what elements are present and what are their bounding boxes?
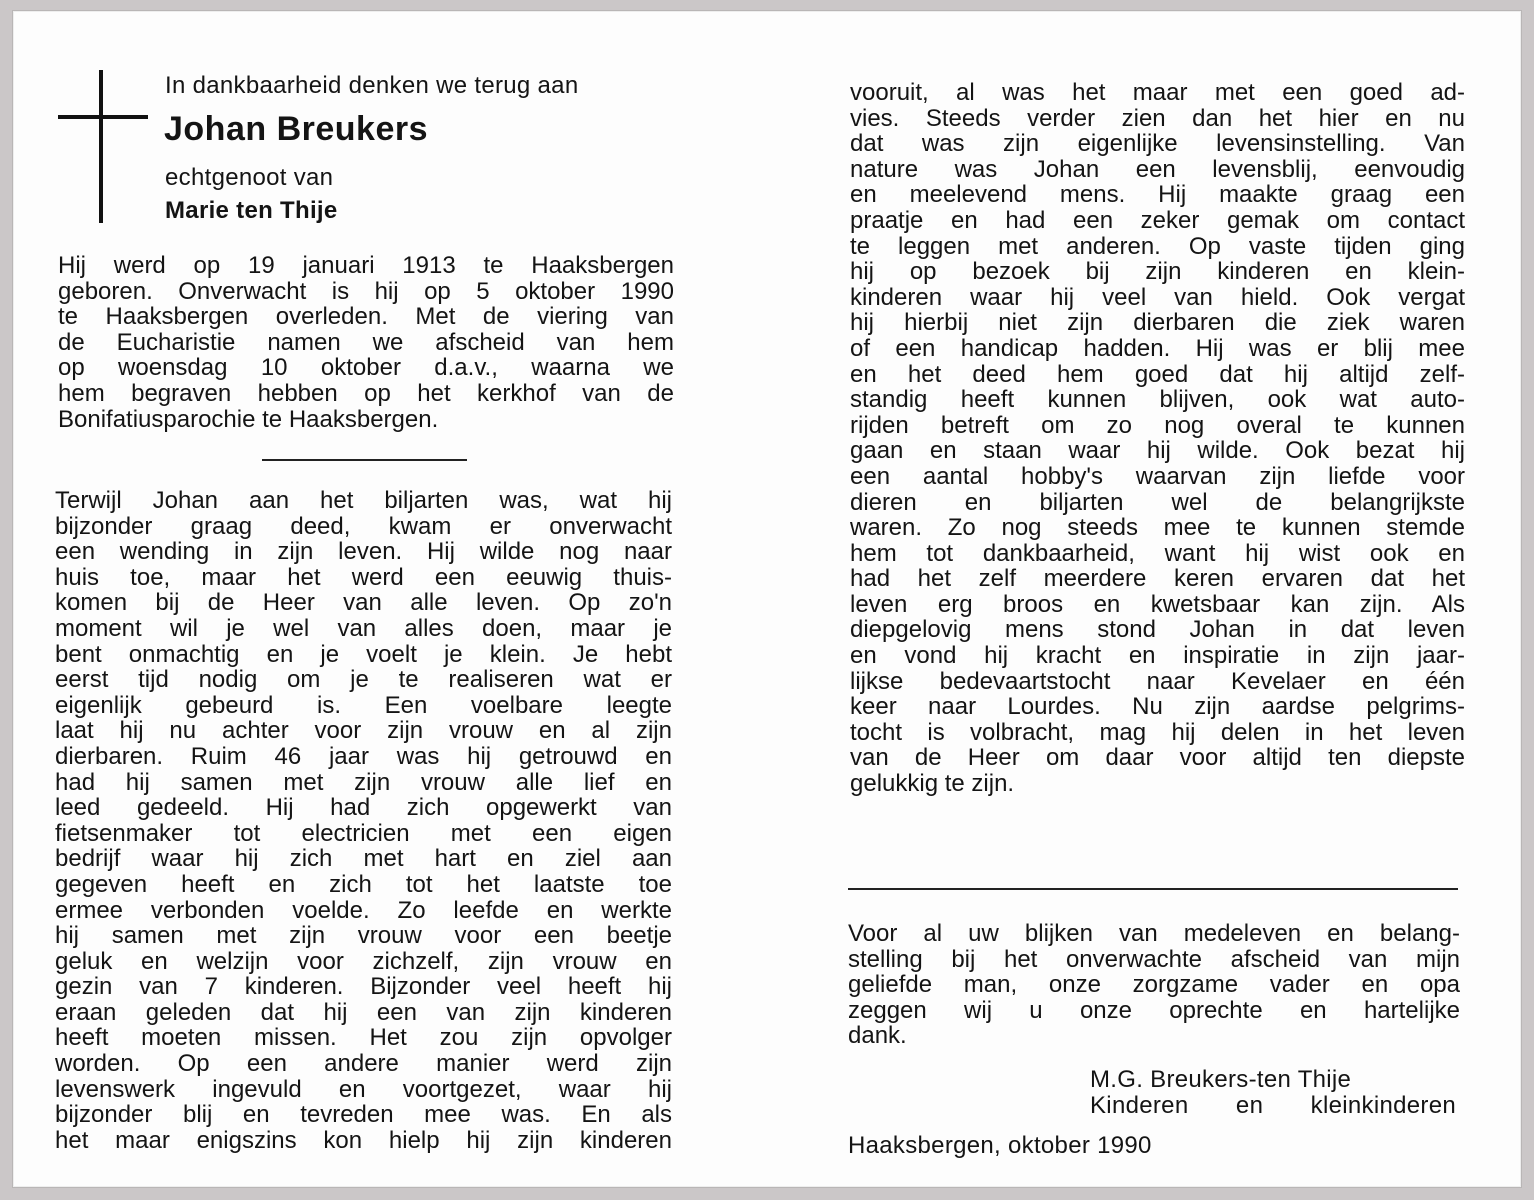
cross-icon-bar — [58, 115, 148, 119]
text-line: tocht is volbracht, mag hij delen in het leven — [850, 718, 1465, 746]
text-line: Hij werd op 19 januari 1913 te Haaksbergen — [58, 252, 674, 279]
text-line: eigenlijk gebeurd is. Een voelbare leegte — [55, 691, 672, 719]
text-line: de Eucharistie namen we afscheid van hem — [58, 328, 674, 356]
text-line: zeggen wij u onze oprechte en hartelijke — [848, 996, 1460, 1024]
text-line: dank. — [848, 1022, 907, 1050]
text-line: stelling bij het onverwachte afscheid van mijn — [848, 945, 1460, 973]
text-line: leven erg broos en kwetsbaar kan zijn. Als — [850, 590, 1465, 618]
intro-text: In dankbaarheid denken we terug aan — [165, 72, 579, 99]
text-line: hij op bezoek bij zijn kinderen en klein- — [850, 258, 1465, 286]
place-date: Haaksbergen, oktober 1990 — [848, 1132, 1152, 1159]
text-line: praatje en had een zeker gemak om contact — [850, 206, 1465, 234]
text-line: laat hij nu achter voor zijn vrouw en al zijn — [55, 717, 672, 745]
text-line: gegeven heeft en zich tot het laatste toe — [55, 870, 672, 898]
text-line: hij hierbij niet zijn dierbaren die ziek waren — [850, 309, 1465, 337]
text-line: op woensdag 10 oktober d.a.v., waarna we — [58, 354, 674, 382]
text-line: bijzonder graag deed, kwam er onverwacht — [55, 512, 672, 540]
text-line: had het zelf meerdere keren ervaren dat het — [850, 565, 1465, 593]
text-line: gezin van 7 kinderen. Bijzonder veel heeft hij — [55, 973, 672, 1001]
biography-continued — [850, 80, 1465, 797]
text-line: eraan geleden dat hij een van zijn kinderen — [55, 998, 672, 1026]
text-line: vooruit, al was het maar met een goed ad- — [850, 79, 1465, 106]
text-line: keer naar Lourdes. Nu zijn aardse pelgrims- — [850, 693, 1465, 721]
text-line: lijkse bedevaartstocht naar Kevelaer en één — [850, 667, 1465, 695]
spouse-name: Marie ten Thije — [165, 197, 338, 224]
text-line: dat was zijn eigenlijke levensinstelling. Van — [850, 130, 1465, 158]
text-line: geliefde man, onze zorgzame vader en opa — [848, 971, 1460, 999]
text-line: geboren. Onverwacht is hij op 5 oktober 1990 — [58, 277, 674, 305]
text-line: diepgelovig mens stond Johan in dat leven — [850, 616, 1465, 644]
text-line: dierbaren. Ruim 46 jaar was hij getrouwd en — [55, 742, 672, 770]
text-line: te Haaksbergen overleden. Met de viering van — [58, 303, 674, 331]
text-line: te leggen met anderen. Op vaste tijden ging — [850, 232, 1465, 260]
text-line: een wending in zijn leven. Hij wilde nog naar — [55, 538, 672, 566]
text-line: fietsenmaker tot electricien met een eigen — [55, 819, 672, 847]
divider — [848, 888, 1458, 890]
text-line: eerst tijd nodig om je te realiseren wat er — [55, 666, 672, 694]
text-line: dieren en biljarten wel de belangrijkste — [850, 488, 1465, 516]
text-line: vies. Steeds verder zien dan het hier en nu — [850, 104, 1465, 132]
text-line: een aantal hobby's waarvan zijn liefde voor — [850, 462, 1465, 490]
signature-family: Kinderen en kleinkinderen — [1090, 1092, 1456, 1119]
text-line: worden. Op een andere manier werd zijn — [55, 1050, 672, 1078]
text-line: waren. Zo nog steeds mee te kunnen stemde — [850, 514, 1465, 542]
divider — [262, 459, 467, 461]
text-line: hem begraven hebben op het kerkhof van de — [58, 379, 674, 407]
biography-intro — [58, 253, 674, 432]
text-line: geluk en welzijn voor zichzelf, zijn vrouw en — [55, 947, 672, 975]
text-line: Voor al uw blijken van medeleven en belang- — [848, 920, 1460, 947]
text-line: kinderen waar hij veel van hield. Ook vergat — [850, 283, 1465, 311]
text-line: en vond hij kracht en inspiratie in zijn jaar- — [850, 642, 1465, 670]
text-line: standig heeft kunnen blijven, ook wat auto- — [850, 386, 1465, 414]
text-line: hij samen met zijn vrouw voor een beetje — [55, 922, 672, 950]
text-line: bijzonder blij en tevreden mee was. En als — [55, 1101, 672, 1129]
signature-spouse: M.G. Breukers-ten Thije — [1090, 1066, 1352, 1093]
text-line: moment wil je wel van alles doen, maar je — [55, 614, 672, 642]
cross-icon — [99, 70, 103, 223]
text-line: hem tot dankbaarheid, want hij wist ook en — [850, 539, 1465, 567]
biography-text — [55, 488, 672, 1153]
text-line: komen bij de Heer van alle leven. Op zo'n — [55, 589, 672, 617]
thanks-text — [848, 921, 1460, 1049]
text-line: nature was Johan een levensblij, eenvoudig — [850, 155, 1465, 183]
text-line: levenswerk ingevuld en voortgezet, waar hij — [55, 1075, 672, 1103]
text-line: gelukkig te zijn. — [850, 770, 1015, 798]
text-line: heeft moeten missen. Het zou zijn opvolger — [55, 1024, 672, 1052]
relation-text: echtgenoot van — [165, 164, 334, 191]
text-line: Bonifatiusparochie te Haaksbergen. — [58, 405, 439, 433]
text-line: leed gedeeld. Hij had zich opgewerkt van — [55, 794, 672, 822]
text-line: bent onmachtig en je voelt je klein. Je hebt — [55, 640, 672, 668]
text-line: van de Heer om daar voor altijd ten diepste — [850, 744, 1465, 772]
text-line: en het deed hem goed dat hij altijd zelf- — [850, 360, 1465, 388]
text-line: het maar enigszins kon hielp hij zijn kinderen — [55, 1126, 672, 1154]
text-line: huis toe, maar het werd een eeuwig thuis- — [55, 563, 672, 591]
deceased-name: Johan Breukers — [164, 110, 428, 148]
text-line: rijden betreft om zo nog overal te kunnen — [850, 411, 1465, 439]
text-line: en meelevend mens. Hij maakte graag een — [850, 181, 1465, 209]
text-line: bedrijf waar hij zich met hart en ziel aan — [55, 845, 672, 873]
text-line: gaan en staan waar hij wilde. Ook bezat hij — [850, 437, 1465, 465]
text-line: had hij samen met zijn vrouw alle lief en — [55, 768, 672, 796]
text-line: ermee verbonden voelde. Zo leefde en werkte — [55, 896, 672, 924]
text-line: Terwijl Johan aan het biljarten was, wat hij — [55, 487, 672, 514]
text-line: of een handicap hadden. Hij was er blij mee — [850, 334, 1465, 362]
